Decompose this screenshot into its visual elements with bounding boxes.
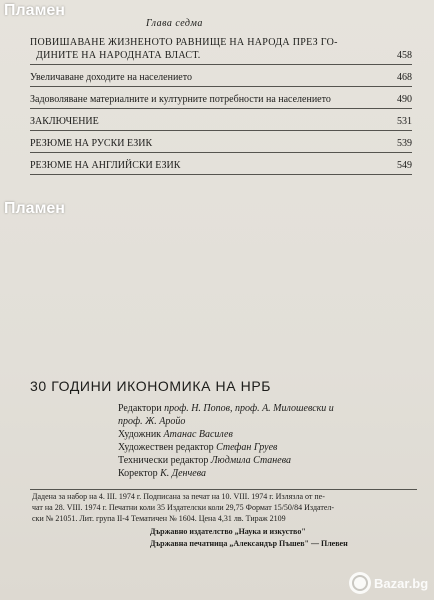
corrector-name: К. Денчева [160, 468, 206, 479]
editors-names: проф. Н. Попов, проф. А. Милошевски и [164, 403, 334, 414]
artist-label: Художник [118, 429, 162, 440]
toc-entry-title: Задоволяване материалните и културните потребности на населението [30, 94, 331, 105]
tech-editor-name: Людмила Станева [210, 455, 291, 466]
art-editor-line [118, 441, 418, 454]
chapter-heading: Глава седма [146, 18, 203, 29]
imprint-line: чат на 28. VIII. 1974 г. Печатни коли 35 Издателски коли 29,75 Формат 15/50/84 Издател- [32, 503, 335, 512]
toc-entry-title: РЕЗЮМЕ НА АНГЛИЙСКИ ЕЗИК [30, 160, 181, 171]
toc-divider [30, 130, 412, 131]
toc-entry-title-line1: ПОВИШАВАНЕ ЖИЗНЕНОТО РАВНИЩЕ НА НАРОДА ПРЕЗ ГО- [30, 37, 338, 48]
toc-entry-title: Увеличаване доходите на населението [30, 72, 192, 83]
artist-line [118, 428, 418, 441]
logo-text: Bazar.bg [374, 576, 429, 591]
toc-divider [30, 174, 412, 175]
toc-divider [30, 152, 412, 153]
corrector-label: Коректор [118, 468, 158, 479]
toc-entry-page: 549 [397, 160, 412, 171]
editors-label: Редактори [118, 403, 162, 414]
toc-entry-page: 468 [397, 72, 412, 83]
toc-entry-title: РЕЗЮМЕ НА РУСКИ ЕЗИК [30, 138, 153, 149]
toc-divider [30, 64, 412, 65]
tech-editor-label: Технически редактор [118, 455, 209, 466]
toc-entry [30, 115, 412, 128]
credits-block [118, 402, 418, 480]
toc-entry-page: 458 [397, 50, 412, 61]
corrector-line [118, 467, 418, 480]
watermark-middle: Пламен [4, 200, 65, 217]
bazar-logo-icon [348, 566, 434, 600]
table-of-contents [30, 36, 412, 181]
editors-line-2 [118, 415, 418, 428]
toc-entry [30, 137, 412, 150]
editors-names-cont: проф. Ж. Аройо [118, 416, 186, 427]
toc-entry-page: 539 [397, 138, 412, 149]
toc-entry [30, 93, 412, 106]
imprint-block [32, 491, 417, 524]
toc-entry-title: ЗАКЛЮЧЕНИЕ [30, 116, 99, 127]
toc-divider [30, 86, 412, 87]
publishers-block [150, 526, 348, 550]
publisher-line: Държавно издателство „Наука и изкуство" [150, 527, 306, 536]
imprint-divider [30, 489, 417, 490]
art-editor-label: Художествен редактор [118, 442, 214, 453]
toc-entry-page: 531 [397, 116, 412, 127]
toc-entry-page: 490 [397, 94, 412, 105]
editors-line [118, 402, 418, 415]
toc-entry [30, 71, 412, 84]
watermark-top: Пламен [4, 2, 65, 19]
printer-line: Държавна печатница „Александър Пъшев" — Плевен [150, 539, 348, 548]
tech-editor-line [118, 454, 418, 467]
toc-entry [30, 36, 412, 62]
toc-entry [30, 159, 412, 172]
imprint-line: Дадена за набор на 4. III. 1974 г. Подписана за печат на 10. VIII. 1974 г. Излязла от пе- [32, 492, 325, 501]
art-editor-name: Стефан Груев [216, 442, 278, 453]
artist-name: Атанас Василев [163, 429, 233, 440]
toc-divider [30, 108, 412, 109]
book-title: 30 ГОДИНИ ИКОНОМИКА НА НРБ [30, 378, 272, 394]
toc-entry-title-line2: ДИНИТЕ НА НАРОДНАТА ВЛАСТ. [36, 50, 201, 61]
imprint-line: ски № 21051. Лит. група II-4 Тематичен № 1604. Цена 4,31 лв. Тираж 2109 [32, 514, 286, 523]
